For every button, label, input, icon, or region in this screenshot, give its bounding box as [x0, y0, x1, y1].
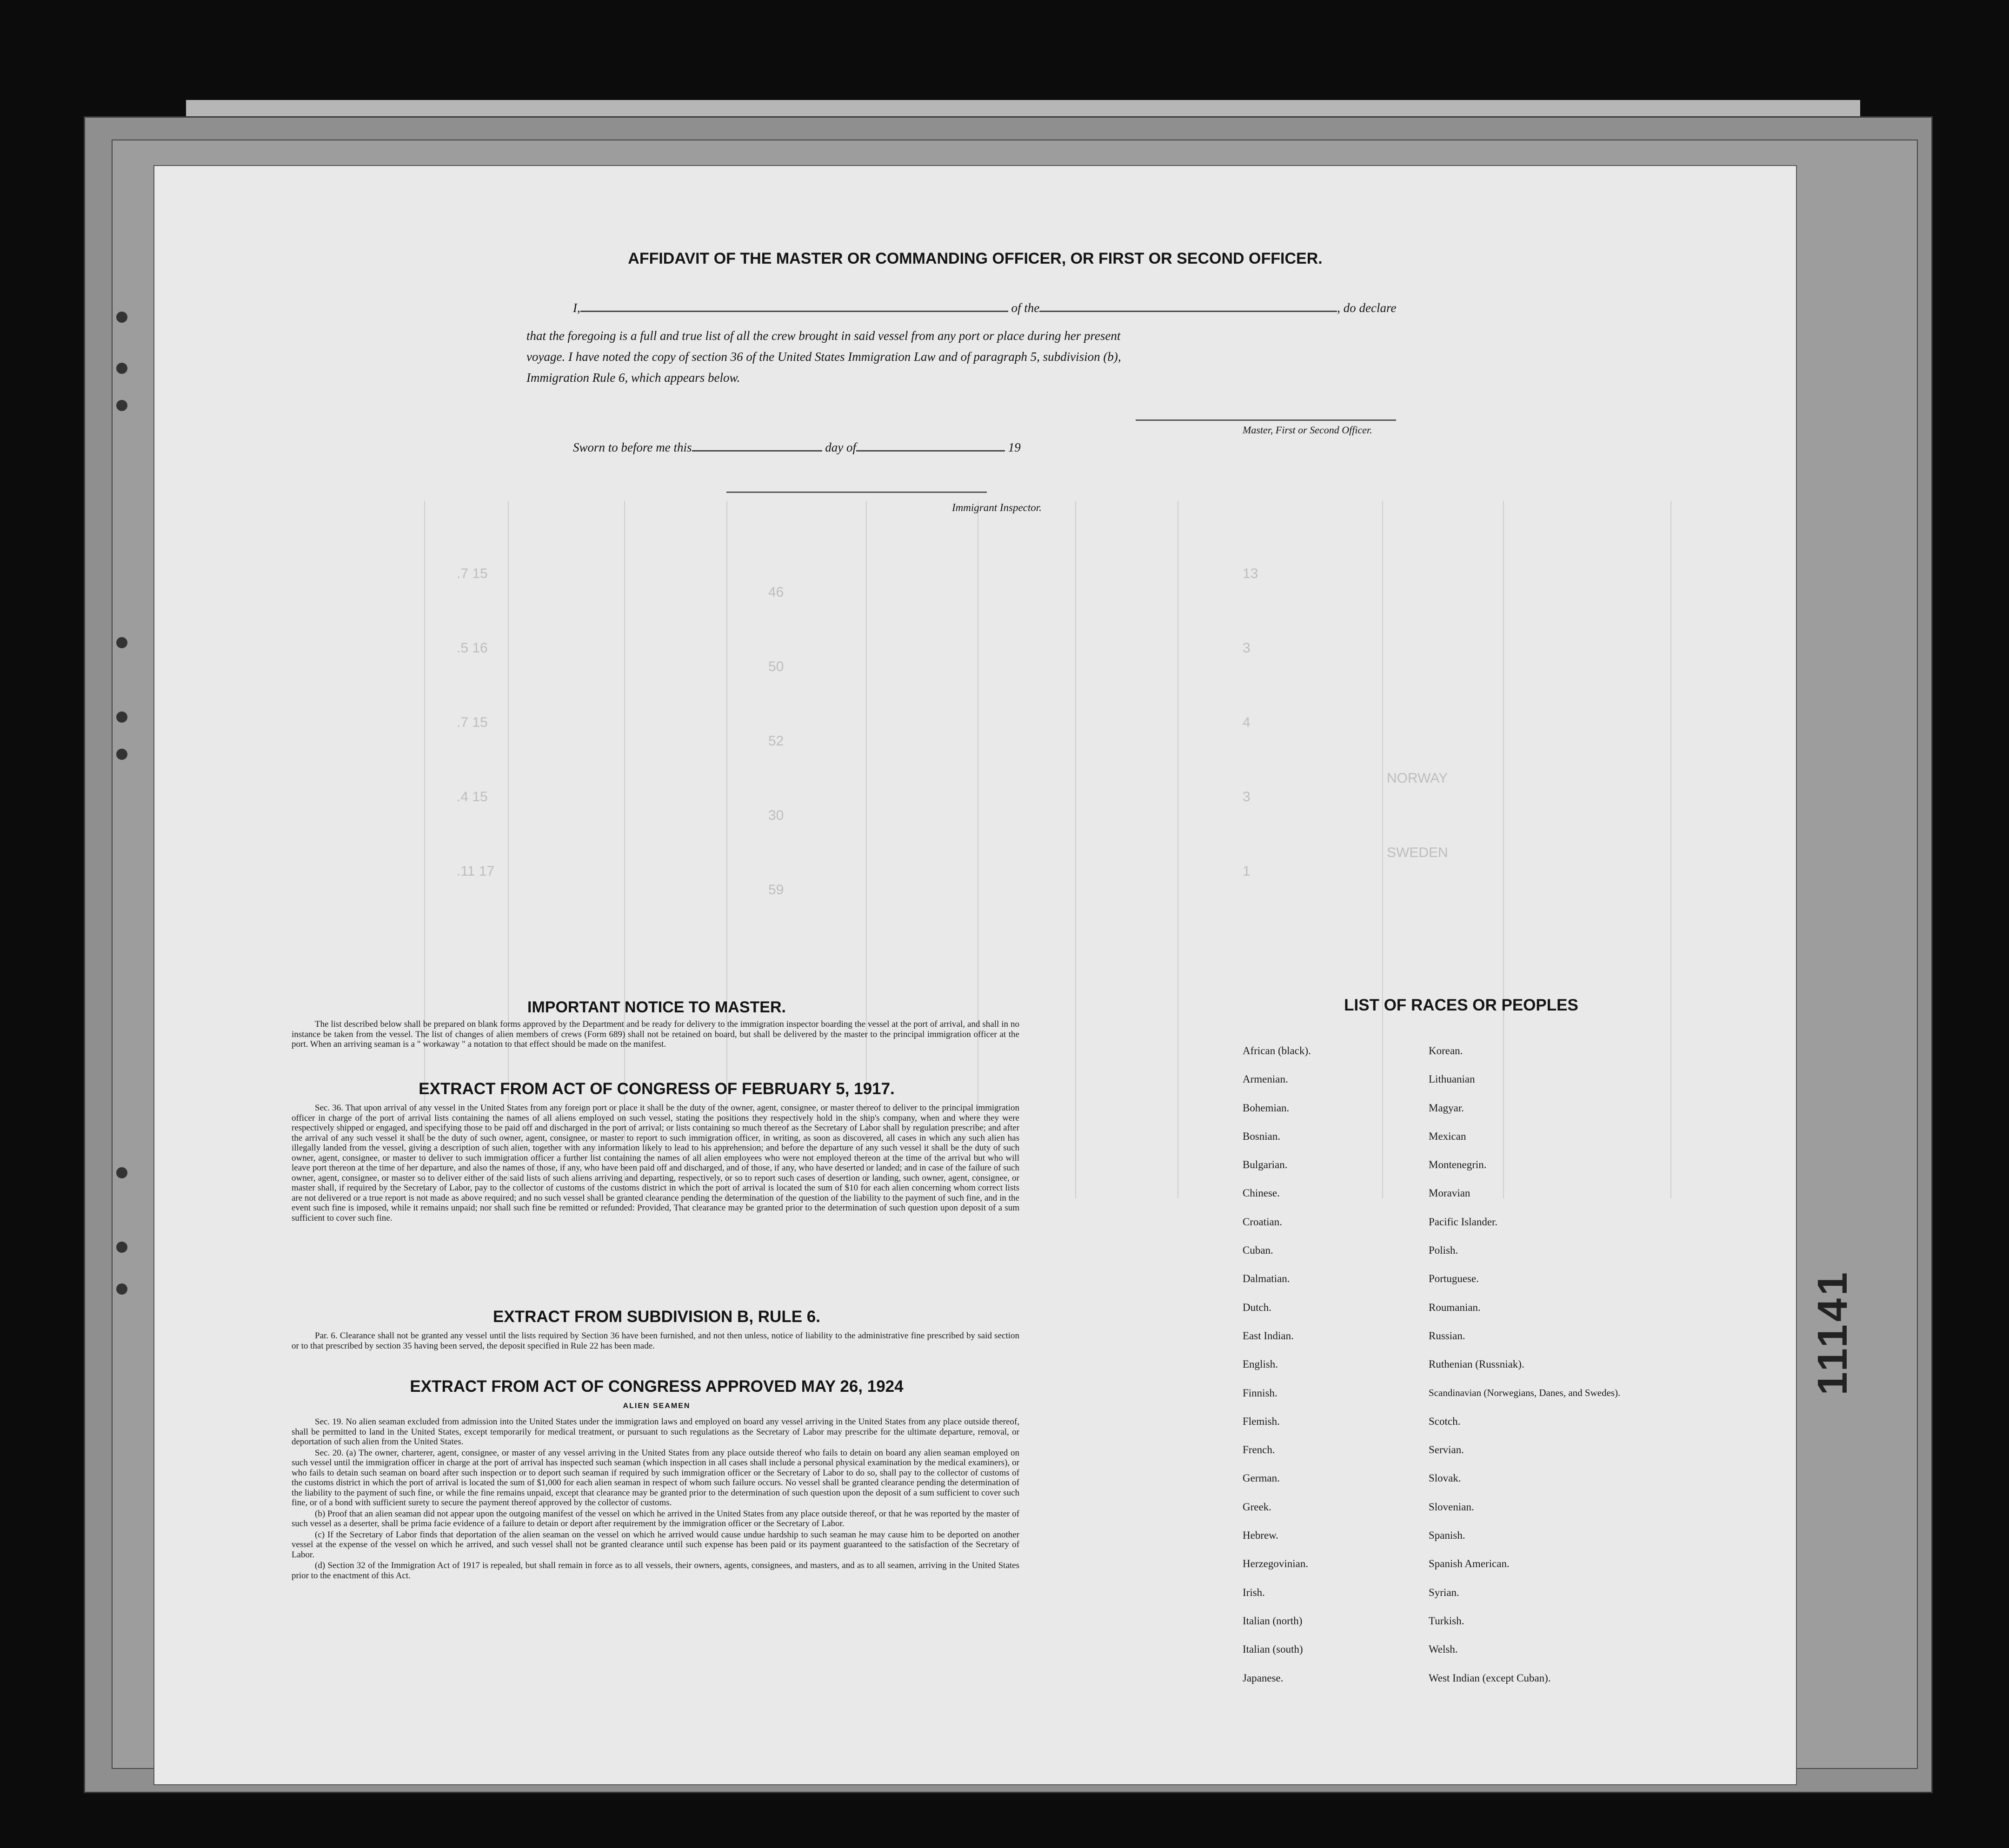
race-item: Lithuanian: [1429, 1073, 1475, 1085]
affidavit-line-3: voyage. I have noted the copy of section 36 of the United States Immigration Law and of paragraph 5, subdivision (b),: [526, 350, 1121, 364]
inspector-caption: Immigrant Inspector.: [952, 502, 1042, 513]
race-item: Japanese.: [1243, 1672, 1284, 1684]
race-item: Croatian.: [1243, 1216, 1282, 1228]
binding-hole: [116, 363, 127, 374]
margin-stamp: 11141: [1809, 1270, 1856, 1396]
master-signature-caption: Master, First or Second Officer.: [1243, 424, 1372, 436]
race-item: Spanish American.: [1429, 1558, 1510, 1570]
races-list-right: [1429, 1045, 1633, 1701]
extract-1924-sec19: Sec. 19. No alien seaman excluded from admission into the United States under the immigration laws and employed on board any vessel arriving in the United States from any place outside thereof, shall be permitted to land in the United States, except temporarily for medical treatment, or pursuant to such regulations as the Secretary of Labor may prescribe for the ultimate departure, removal, or deportation of such alien from the United States.: [292, 1417, 1019, 1447]
race-item: French.: [1243, 1444, 1275, 1456]
affidavit-declaration-line: [573, 301, 1396, 315]
race-item: Dutch.: [1243, 1301, 1271, 1313]
extract-1924-sec20d: (d) Section 32 of the Immigration Act of 1917 is repealed, but shall remain in force as to all vessels, their owners, agents, consignees, and masters, and as to all seamen, arriving in the United States prior to the enactment of this Act.: [292, 1561, 1019, 1581]
affidavit-declare-label: , do declare: [1337, 301, 1397, 315]
race-item: Polish.: [1429, 1244, 1458, 1256]
binding-hole: [116, 1167, 127, 1178]
extract-1917-text: Sec. 36. That upon arrival of any vessel in the United States from any foreign port or place it shall be the duty of the owner, agent, consignee, or master thereof to deliver to the principal immigration officer in charge of the port of arrival lists containing the names of all aliens employed on such vessel, stating the positions they respectively hold in the ship's company, when and where they were respectively shipped or engaged, and specifying those to be paid off and discharged in the port of arrival; or lists containing so much thereof as the Secretary of Labor shall by regulation prescribe; and after the arrival of any such vessel it shall be the duty of such owner, agent, consignee, or master to report to such immigration officer, in writing, as soon as discovered, all cases in which any such alien has illegally landed from the vessel, giving a description of such alien, together with any information likely to lead to his apprehension; and before the departure of any such vessel it shall be the duty of such owner, agent, consignee, or master to deliver to such immigration officer a further list containing the names of all alien employees who were not employed thereon at the time of the arrival but who will leave port thereon at the time of her departure, and also the names of those, if any, who have been paid off and discharged, and of those, if any, who have deserted or landed; and in case of the failure of such owner, agent, consignee, or master so to deliver either of the said lists of such aliens arriving and departing, respectively, or so to report such cases of desertion or landing, such owner, agent, consignee, or master shall, if required by the Secretary of Labor, pay to the collector of customs of the customs district in which the port of arrival is located the sum of $10 for each alien concerning whom correct lists are not delivered or a true report is not made as above required; and no such vessel shall be granted clearance pending the determination of the question of the liability to the payment of such fine, and in the event such fine is imposed, while it remains unpaid; nor shall such fine be remitted or refunded: Provided, That clearance may be granted prior to the determination of such question upon deposit of a sum sufficient to cover such fine.: [292, 1103, 1019, 1223]
race-item: English.: [1243, 1358, 1278, 1370]
binding-hole: [116, 400, 127, 411]
race-item: Servian.: [1429, 1444, 1464, 1456]
race-item: Spanish.: [1429, 1529, 1465, 1542]
race-item: Syrian.: [1429, 1586, 1459, 1598]
race-item: Montenegrin.: [1429, 1159, 1487, 1171]
race-item: Italian (north): [1243, 1615, 1303, 1627]
sworn-month-field[interactable]: [856, 450, 1005, 452]
notice-title: IMPORTANT NOTICE TO MASTER.: [527, 998, 786, 1016]
races-list-left: [1243, 1045, 1419, 1701]
sworn-line: [573, 440, 1021, 455]
race-item: Portuguese.: [1429, 1273, 1479, 1285]
race-item: Scotch.: [1429, 1415, 1461, 1427]
race-item: Welsh.: [1429, 1643, 1458, 1655]
race-item: Italian (south): [1243, 1643, 1303, 1655]
extract-1924-title: EXTRACT FROM ACT OF CONGRESS APPROVED MAY 26, 1924: [410, 1377, 904, 1396]
race-item: German.: [1243, 1472, 1280, 1484]
extract-rule6-text: Par. 6. Clearance shall not be granted any vessel until the lists required by Section 36 have been furnished, and not then unless, notice of liability to the administrative fine prescribed by said section or to that prescribed by section 35 having been served, the deposit specified in Rule 22 has been made.: [292, 1331, 1019, 1351]
race-item: Armenian.: [1243, 1073, 1288, 1085]
race-item: Hebrew.: [1243, 1529, 1279, 1542]
officer-name-field[interactable]: [580, 311, 1008, 312]
affidavit-title: AFFIDAVIT OF THE MASTER OR COMMANDING OFFICER, OR FIRST OR SECOND OFFICER.: [628, 250, 1323, 267]
extract-1924-text: [292, 1417, 1019, 1582]
extract-1917-title: EXTRACT FROM ACT OF CONGRESS OF FEBRUARY 5, 1917.: [419, 1080, 895, 1098]
master-signature-line[interactable]: [1136, 419, 1396, 421]
affidavit-line-2: that the foregoing is a full and true list of all the crew brought in said vessel from any port or place during her present: [526, 329, 1121, 343]
race-item: Bosnian.: [1243, 1130, 1281, 1142]
race-item: Slovak.: [1429, 1472, 1461, 1484]
race-item: Roumanian.: [1429, 1301, 1481, 1313]
binding-hole: [116, 637, 127, 648]
race-item: Cuban.: [1243, 1244, 1273, 1256]
binding-hole: [116, 1242, 127, 1253]
race-item: Chinese.: [1243, 1187, 1280, 1199]
notice-text: The list described below shall be prepared on blank forms approved by the Department and be ready for delivery to the immigration inspector boarding the vessel at the port of arrival, and shall in no instance be taken from the vessel. The list of changes of alien members of crews (Form 689) shall not be retained on board, but shall be delivered by the master to the principal immigration officer at the port. When an arriving seaman is a " workaway " a notation to that effect should be made on the manifest.: [292, 1019, 1019, 1049]
races-title: LIST OF RACES OR PEOPLES: [1344, 996, 1578, 1014]
race-item: West Indian (except Cuban).: [1429, 1672, 1551, 1684]
race-item: Greek.: [1243, 1501, 1271, 1513]
race-item: Pacific Islander.: [1429, 1216, 1498, 1228]
race-item: Moravian: [1429, 1187, 1470, 1199]
affidavit-line-4: Immigration Rule 6, which appears below.: [526, 371, 740, 385]
year-prefix-label: 19: [1008, 440, 1021, 454]
affidavit-of-the-label: of the: [1011, 301, 1040, 315]
race-item: Flemish.: [1243, 1415, 1280, 1427]
race-item: East Indian.: [1243, 1329, 1294, 1342]
day-of-label: day of: [825, 440, 856, 454]
binding-hole: [116, 1283, 127, 1295]
extract-rule6-title: EXTRACT FROM SUBDIVISION B, RULE 6.: [493, 1308, 820, 1326]
extract-1924-subtitle: ALIEN SEAMEN: [623, 1402, 691, 1410]
race-item: Dalmatian.: [1243, 1273, 1290, 1285]
race-item: Magyar.: [1429, 1102, 1464, 1114]
race-item: Finnish.: [1243, 1387, 1277, 1399]
affidavit-page: .7 15 .5 16 .7 15 .4 15 .11 17 46 50 52 30 59 13 3 4 3 1 NORWAY SWEDEN AFFIDAVIT OF THE MASTER OR COMMANDING OFFICER, OR FIRST OR SECOND OFFICER. I, of the , do declare that the foregoing is a full and true list of all the crew brought in said vessel from any port or place during her present voyage. I have noted the copy of section 36 of the United States Immigration Law and of paragraph 5, subdivision (b), Immigration Rule 6, which appears below. Master, First or Second Officer. Sworn to before me this day of 19 Immigrant Inspector. IMPORTANT NOTICE TO MASTER. The list described below shall be prepared on blank forms approved by the Department and be ready for delivery to the immigration inspector boarding the vessel at the port of arrival, and shall in no instance be taken from the vessel. The list of changes of alien members of crews (Form 689) shall not be retained on board, but shall be delivered by the master to the principal immigration officer at the port. When an arriving seaman is a " workaway " a notation to that effect should be made on the manifest. EXTRACT FROM ACT OF CONGRESS OF FEBRUARY 5, 1917. Sec. 36. That upon arrival of any vessel in the United States from any foreign port or place it shall be the duty of the owner, agent, consignee, or master thereof to deliver to the principal immigration officer in charge of the port of arrival lists containing the names of all aliens employed on such vessel, stating the positions they respectively hold in the ship's company, when and where they were respectively shipped or engaged, and specifying those to be paid off and discharged in the port of arrival; or lists containing so much thereof as the Secretary of Labor shall by regulation prescribe; and after the arrival of any such vessel it shall be the duty of such owner, agent, consignee, or master to report to such immigration officer, in writing, as soon as discovered, all cases in which any such alien has illegally landed from the vessel, giving a description of such alien, together with any information likely to lead to his apprehension; and before the departure of any such vessel it shall be the duty of such owner, agent, consignee, or master to deliver to such immigration officer a further list containing the names of all alien employees who were not employed thereon at the time of the arrival but who will leave port thereon at the time of her departure, and also the names of those, if any, who have been paid off and discharged, and of those, if any, who have deserted or landed; and in case of the failure of such owner, agent, consignee, or master so to deliver either of the said lists of such aliens arriving and departing, respectively, or so to report such cases of desertion or landing, such owner, agent, consignee, or master shall, if required by the Secretary of Labor, pay to the collector of customs of the customs district in which the port of arrival is located the sum of $10 for each alien concerning whom correct lists are not delivered or a true report is not made as above required; and no such vessel shall be granted clearance pending the determination of the question of the liability to the payment of such fine, and in the event such fine is imposed, while it remains unpaid; nor shall such fine be remitted or refunded: Provided, That clearance may be granted prior to the determination of such question upon deposit of a sum sufficient to cover such fine. EXTRACT FROM SUBDIVISION B, RULE 6. Par. 6. Clearance shall not be granted any vessel until the lists required by Section 36 have been furnished, and not then unless, notice of liability to the administrative fine prescribed by said section or to that prescribed by section 35 having been served, the deposit specified in Rule 22 has been made. EXTRACT FROM ACT OF CONGRESS APPROVED MAY 26, 1924 ALIEN SEAMEN Sec. 19. No alien seaman excluded from admission into the United States under the immigration laws and employed on board any vessel arriving in the United States from any place outside thereof, shall be permitted to land in the United States, except temporarily for medical treatment, or pursuant to such regulations as the Secretary of Labor may prescribe for the ultimate departure, removal, or deportation of such alien from the United States. Sec. 20. (a) The owner, charterer, agent, consignee, or master of any vessel arriving in the United States from any place outside thereof who fails to detain on board any alien seaman employed on such vessel until the immigration officer in charge at the port of arrival has inspected such seaman (which inspection in all cases shall include a personal physical examination by the medical examiners), or who fails to detain such seaman on board after such inspection or to deport such seaman if required by such immigration officer or the Secretary of Labor to do so, shall pay to the collector of customs of the customs district in which the port of arrival is located the sum of $1,000 for each alien seaman in respect of whom such failure occurs. No vessel shall be granted clearance pending the determination of the liability to the payment of such fine, or while the fine remains unpaid, except that clearance may be granted prior to the determination of such question upon the deposit of a sum sufficient to cover such fine, or of a bond with sufficient surety to secure the payment thereof approved by the collector of customs. (b) Proof that an alien seaman did not appear upon the outgoing manifest of the vessel on which he arrived in the United States from any place outside thereof, or that he was reported by the master of such vessel as a deserter, shall be prima facie evidence of a failure to detain or deport after requirement by the immigration officer or the Secretary of Labor. (c) If the Secretary of Labor finds that deportation of the alien seaman on the vessel on which he arrived would cause undue hardship to such seaman he may cause him to be deported on another vessel at the expense of the vessel on which he arrived, and such vessel shall not be granted clearance until such expense has been paid or its payment guaranteed to the satisfaction of the Secretary of Labor. (d) Section 32 of the Immigration Act of 1917 is repealed, but shall remain in force as to all vessels, their owners, agents, consignees, and masters, and as to all seamen, arriving in the United States prior to the enactment of this Act. LIST OF RACES OR PEOPLES African (black). Armenian. Bohemian. Bosnian. Bulgarian. Chinese. Croatian. Cuban. Dalmatian. Dutch. East Indian. English. Finnish. Flemish. French. German. Greek. Hebrew. Herzegovinian. Irish. Italian (north) Italian (south) Japanese. Korean. Lithuanian Magyar. Mexican Montenegrin. Moravian Pacific Islander. Polish. Portuguese. Roumanian. Russian. Ruthenian (Russniak). Scandinavian (Norwegians, Danes, and Swedes). Scotch. Servian. Slovak. Slovenian. Spanish. Spanish American. Syrian. Turkish. Welsh. West Indian (except Cuban).: [153, 165, 1797, 1785]
race-item: African (black).: [1243, 1045, 1311, 1057]
race-item: Bohemian.: [1243, 1102, 1290, 1114]
vessel-name-field[interactable]: [1039, 311, 1337, 312]
race-item: Korean.: [1429, 1045, 1463, 1057]
binding-hole: [116, 312, 127, 323]
sworn-day-field[interactable]: [692, 450, 822, 452]
race-item: Irish.: [1243, 1586, 1265, 1598]
race-item: Herzegovinian.: [1243, 1558, 1309, 1570]
race-item: Slovenian.: [1429, 1501, 1474, 1513]
race-item: Ruthenian (Russniak).: [1429, 1358, 1524, 1370]
binding-hole: [116, 749, 127, 760]
extract-1924-sec20b: (b) Proof that an alien seaman did not appear upon the outgoing manifest of the vessel on which he arrived in the United States from any place outside thereof, or that he was reported by the master of such vessel as a deserter, shall be prima facie evidence of a failure to detain or deport after requirement by the immigration officer or the Secretary of Labor.: [292, 1509, 1019, 1529]
race-item: Russian.: [1429, 1329, 1465, 1342]
sworn-label: Sworn to before me this: [573, 440, 692, 454]
race-item: Scandinavian (Norwegians, Danes, and Swedes).: [1429, 1387, 1621, 1398]
race-item: Turkish.: [1429, 1615, 1464, 1627]
affidavit-i-label: I,: [573, 301, 580, 315]
extract-1924-sec20a: Sec. 20. (a) The owner, charterer, agent, consignee, or master of any vessel arriving in the United States from any place outside thereof who fails to detain on board any alien seaman employed on such vessel until the immigration officer in charge at the port of arrival has inspected such seaman (which inspection in all cases shall include a personal physical examination by the medical examiners), or who fails to detain such seaman on board after such inspection or to deport such seaman if required by such immigration officer or the Secretary of Labor to do so, shall pay to the collector of customs of the customs district in which the port of arrival is located the sum of $1,000 for each alien seaman in respect of whom such failure occurs. No vessel shall be granted clearance pending the determination of the liability to the payment of such fine, or while the fine remains unpaid, except that clearance may be granted prior to the determination of such question upon the deposit of a sum sufficient to cover such fine, or of a bond with sufficient surety to secure the payment thereof approved by the collector of customs.: [292, 1448, 1019, 1508]
race-item: Mexican: [1429, 1130, 1466, 1142]
inspector-signature-line[interactable]: [726, 492, 987, 493]
extract-1924-sec20c: (c) If the Secretary of Labor finds that deportation of the alien seaman on the vessel on which he arrived would cause undue hardship to such seaman he may cause him to be deported on another vessel at the expense of the vessel on which he arrived, and such vessel shall not be granted clearance until such expense has been paid or its payment guaranteed to the satisfaction of the Secretary of Labor.: [292, 1529, 1019, 1560]
race-item: Bulgarian.: [1243, 1159, 1288, 1171]
binding-hole: [116, 711, 127, 723]
